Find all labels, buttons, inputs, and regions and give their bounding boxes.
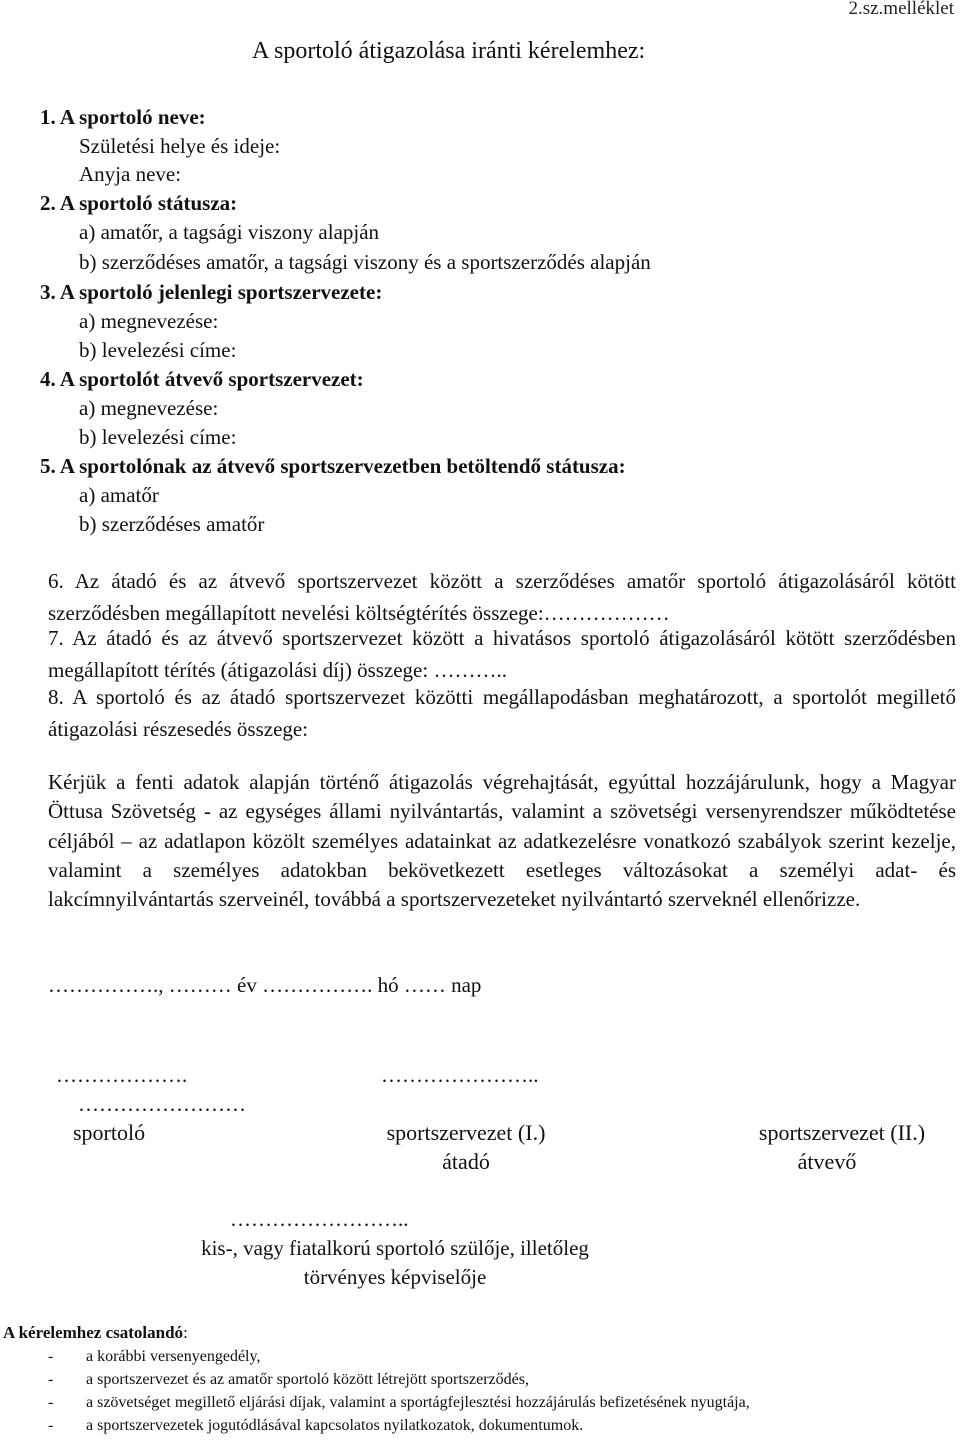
new-status-amateur: a) amatőr (79, 483, 159, 507)
item-8-transfer-share: 8. A sportoló és az átadó sportszervezet közötti megállapodásban meghatározott, a sportolót megillető átigazolási részesedés összege: (48, 685, 956, 741)
field-athlete-name: 1. A sportoló neve: (40, 105, 206, 129)
athlete-label: sportoló (73, 1120, 146, 1145)
attachment-text: a sportszervezet és az amatőr sportoló között létrejött sportszerződés, (86, 1371, 529, 1388)
athlete-signature-line-2: …………………… (78, 1092, 246, 1116)
club1-role: átadó (442, 1149, 490, 1174)
athlete-signature-line-1: ………………. (56, 1063, 188, 1087)
new-club-address: b) levelezési címe: (79, 425, 237, 449)
parent-signature-line: …………………….. (230, 1207, 409, 1231)
date-line: ……………., ……… év ……………. hó …… nap (48, 973, 482, 997)
club1-label: sportszervezet (I.) (386, 1120, 546, 1145)
item-6-training-cost: 6. Az átadó és az átvevő sportszervezet között a szerződéses amatőr sportoló átigazolásáról kötött szerződésben megállapított nevelési költségtérítés összege:……………… (48, 569, 956, 625)
parent-label: kis-, vagy fiatalkorú sportoló szülője, illetőleg (201, 1236, 589, 1260)
page-title: A sportoló átigazolása iránti kérelemhez: (252, 38, 646, 64)
status-option-amateur: a) amatőr, a tagsági viszony alapján (79, 220, 380, 244)
field-new-club: 4. A sportolót átvevő sportszervezet: (40, 367, 364, 391)
attachment-text: a korábbi versenyengedély, (86, 1348, 261, 1365)
club1-signature-line: ………………….. (381, 1063, 539, 1087)
current-club-address: b) levelezési címe: (79, 338, 237, 362)
attachment-text: a sportszervezetek jogutódlásával kapcsolatos nyilatkozatok, dokumentumok. (86, 1417, 584, 1434)
attachments-heading-colon: : (183, 1323, 188, 1342)
attachments-heading-text: A kérelemhez csatolandó (3, 1323, 184, 1342)
field-current-club: 3. A sportoló jelenlegi sportszervezete: (40, 280, 383, 304)
field-athlete-status: 2. A sportoló státusza: (40, 191, 238, 215)
status-option-contract: b) szerződéses amatőr, a tagsági viszony és a sportszerződés alapján (79, 250, 651, 274)
item-7-transfer-fee: 7. Az átadó és az átvevő sportszervezet között a hivatásos sportoló átigazolásáról kötött szerződésben megállapított térítés (átigazolási díj) összege: ……….. (48, 626, 956, 682)
field-new-status: 5. A sportolónak az átvevő sportszervezetben betöltendő státusza: (40, 454, 626, 478)
parent-label-2: törvényes képviselője (303, 1265, 487, 1289)
attachment-item (48, 1417, 958, 1435)
new-club-name: a) megnevezése: (79, 396, 219, 420)
new-status-contract: b) szerződéses amatőr (79, 512, 265, 536)
current-club-name: a) megnevezése: (79, 309, 219, 333)
list-dash: - (48, 1348, 54, 1365)
list-dash: - (48, 1394, 54, 1411)
field-birth-place-date: Születési helye és ideje: (79, 134, 281, 158)
list-dash: - (48, 1417, 54, 1434)
request-paragraph: Kérjük a fenti adatok alapján történő átigazolás végrehajtását, egyúttal hozzájárulunk, hogy a Magyar Öttusa Szövetség - az egységes állami nyilvántartás, valamint a szövetségi versenyrendszer működtetése céljából – az adatlapon közölt személyes adatainkat az adatkezelésre vonatkozó szabályok szerint kezelje, valamint a személyes adatokban bekövetkezett esetleges változásokat a személyi adat- és lakcímnyilvántartás szerveinél, továbbá a sportszervezeteket nyilvántartó szerveknél ellenőrizze. (48, 770, 956, 912)
annex-label: 2.sz.melléklet (848, 0, 954, 19)
field-mother-name: Anyja neve: (79, 162, 182, 186)
list-dash: - (48, 1371, 54, 1388)
attachments-heading (3, 1323, 188, 1343)
club2-label: sportszervezet (II.) (758, 1120, 926, 1145)
attachment-item (48, 1348, 958, 1366)
attachment-item (48, 1394, 958, 1412)
attachment-text: a szövetséget megillető eljárási díjak, valamint a sportágfejlesztési hozzájárulás befizetésének nyugtája, (86, 1394, 750, 1411)
club2-role: átvevő (797, 1149, 857, 1174)
attachment-item (48, 1371, 958, 1389)
